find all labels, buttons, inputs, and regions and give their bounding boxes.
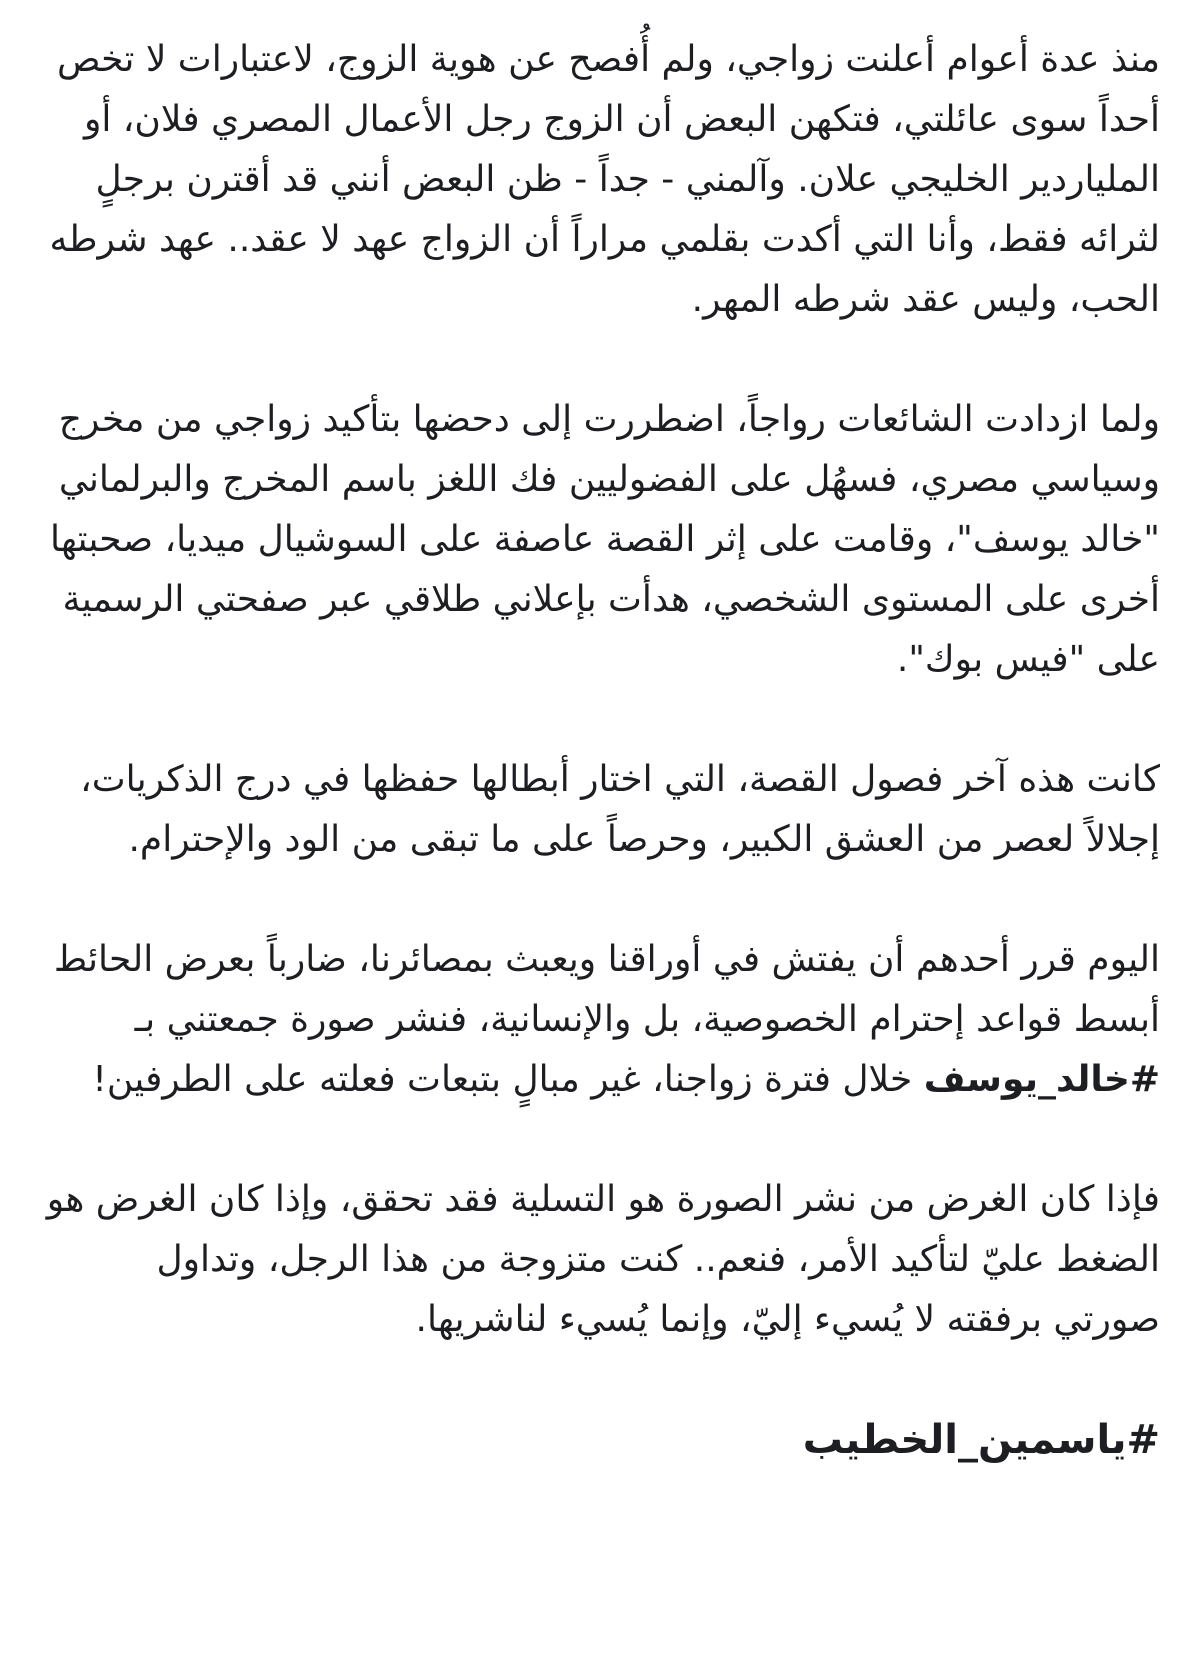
paragraph-5: فإذا كان الغرض من نشر الصورة هو التسلية فقد تحقق، وإذا كان الغرض هو الضغط عليّ لتأكيد الأمر، فنعم.. كنت متزوجة من هذا الرجل، وتداول صورتي برفقته لا يُسيء إليّ، وإنما يُسيء لناشريها.	[46, 1179, 1160, 1340]
signature-hashtag-link[interactable]: #ياسمين_الخطيب	[802, 1417, 1160, 1463]
paragraph-3: كانت هذه آخر فصول القصة، التي اختار أبطالها حفظها في درج الذكريات، إجلالاً لعصر من العشق الكبير، وحرصاً على ما تبقى من الود والإحترام.	[80, 759, 1160, 860]
paragraph-1: منذ عدة أعوام أعلنت زواجي، ولم أُفصح عن هوية الزوج، لاعتبارات لا تخص أحداً سوى عائلتي، فتكهن البعض أن الزوج رجل الأعمال المصري فلان، أو الملياردير الخليجي علان. وآلمني - جداً - ظن البعض أنني قد أقترن برجلٍ لثرائه فقط، وأنا التي أكدت بقلمي مراراً أن الزواج عهد لا عقد.. عهد شرطه الحب، وليس عقد شرطه المهر.	[49, 39, 1160, 320]
paragraph-4-text-end: خلال فترة زواجنا، غير مبالٍ بتبعات فعلته على الطرفين!	[92, 1059, 924, 1100]
post-body	[40, 30, 1160, 1470]
paragraph-4	[40, 930, 1160, 1110]
hashtag-khaled-youssef-link[interactable]: #خالد_يوسف	[923, 1059, 1160, 1100]
paragraph-2: ولما ازدادت الشائعات رواجاً، اضطررت إلى دحضها بتأكيد زواجي من مخرج وسياسي مصري، فسهُل على الفضوليين فك اللغز باسم المخرج والبرلماني "خالد يوسف"، وقامت على إثر القصة عاصفة على السوشيال ميديا، صحبتها أخرى على المستوى الشخصي، هدأت بإعلاني طلاقي عبر صفحتي الرسمية على "فيس بوك".	[49, 399, 1160, 680]
paragraph-4-text-start: اليوم قرر أحدهم أن يفتش في أوراقنا ويعبث بمصائرنا، ضارباً بعرض الحائط أبسط قواعد إحترام الخصوصية، بل والإنسانية، فنشر صورة جمعتني بـ	[53, 939, 1160, 1040]
